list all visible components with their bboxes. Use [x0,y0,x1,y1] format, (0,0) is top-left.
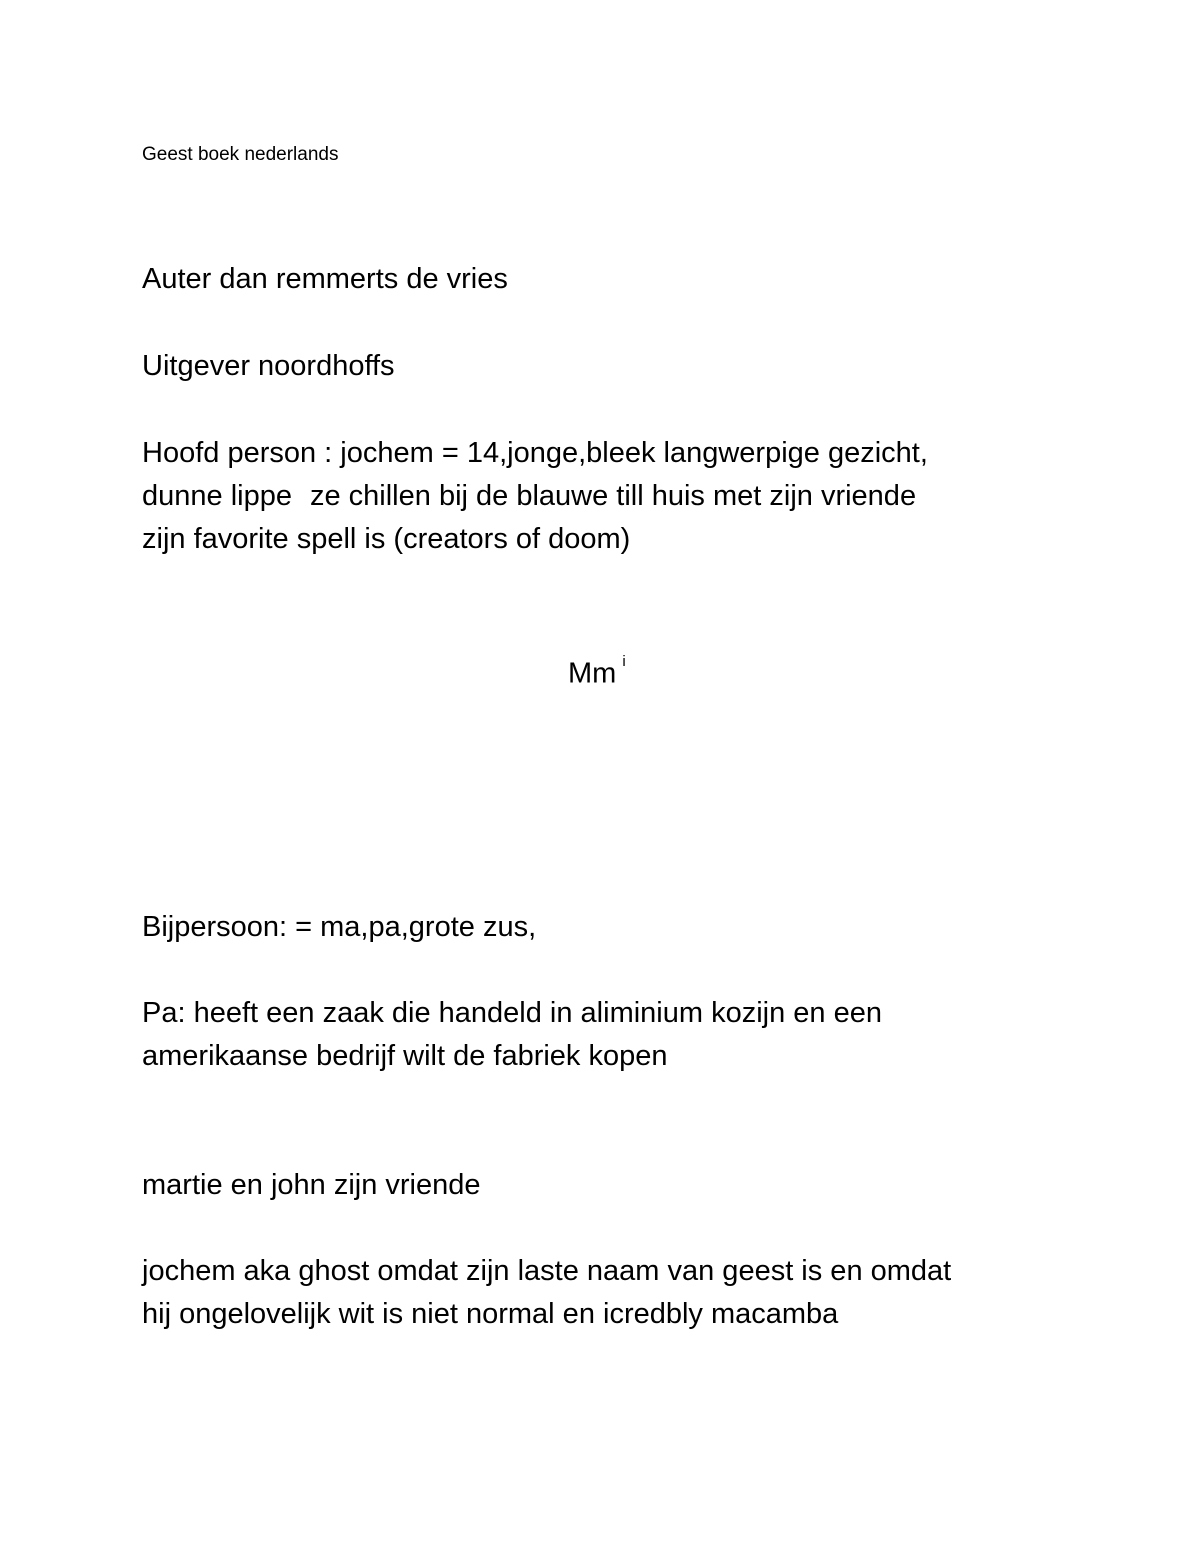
father-line-2: amerikaanse bedrijf wilt de fabriek kopen [142,1040,668,1072]
father-paragraph [142,992,1072,1078]
publisher-text: Uitgever noordhoffs [142,350,395,382]
main-character-line-3: zijn favorite spell is (creators of doom) [142,523,631,555]
center-mark [568,646,626,696]
side-characters-line [142,906,1072,949]
main-character-line-2 [142,475,1072,518]
nickname-paragraph [142,1250,1072,1336]
nickname-line-1: jochem aka ghost omdat zijn laste naam van geest is en omdat [142,1255,952,1287]
main-character-line-2b: ze chillen bij de blauwe till huis met zijn vriende [309,480,917,512]
center-mark-text: Mm [568,657,617,690]
nickname-line-2: hij ongelovelijk wit is niet normal en icredbly macamba [142,1298,839,1330]
document-header: Geest boek nederlands [142,144,339,165]
main-character-paragraph [142,432,1072,561]
main-character-line-2a: dunne lippe [142,480,292,512]
friends-text: martie en john zijn vriende [142,1169,481,1201]
main-character-line-1: Hoofd person : jochem = 14,jonge,bleek langwerpige gezicht, [142,437,928,469]
publisher-line [142,345,1072,388]
author-line [142,258,1072,301]
author-text: Auter dan remmerts de vries [142,263,508,295]
father-line-1: Pa: heeft een zaak die handeld in aliminium kozijn en een [142,997,882,1029]
side-characters-text: Bijpersoon: = ma,pa,grote zus, [142,911,537,943]
center-mark-superscript: i [622,653,626,670]
friends-line [142,1164,1072,1207]
